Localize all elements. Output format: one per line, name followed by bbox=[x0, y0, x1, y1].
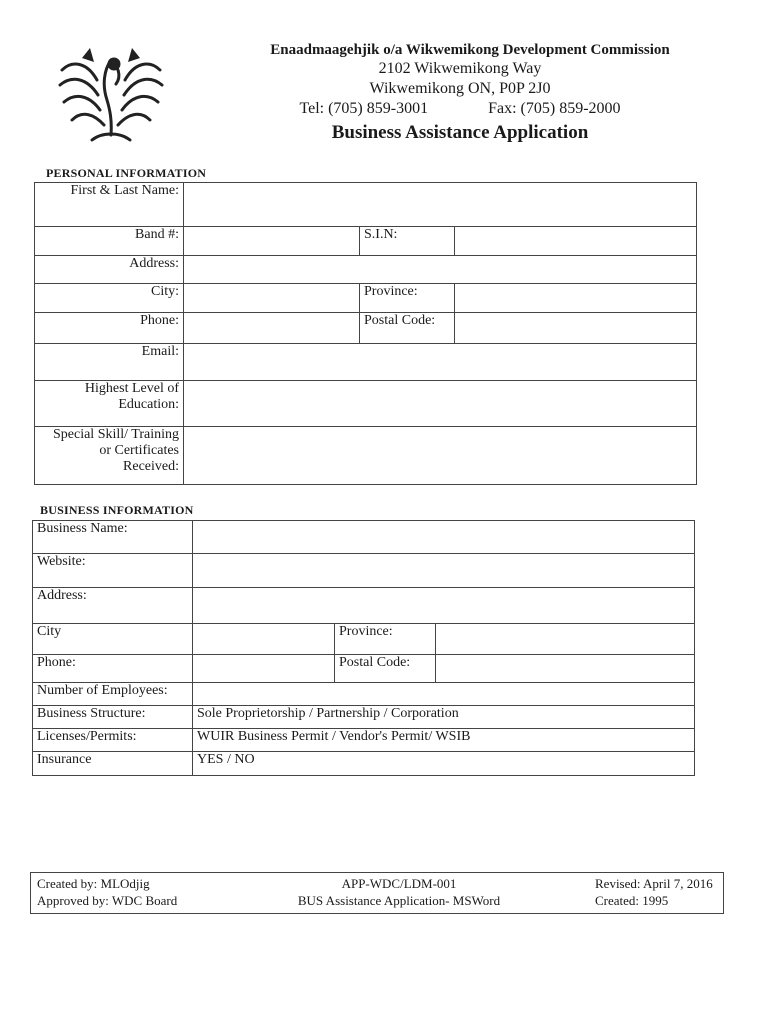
business-postal-code-label: Postal Code: bbox=[335, 655, 436, 683]
address-label: Address: bbox=[35, 256, 184, 284]
business-address-field[interactable] bbox=[193, 588, 695, 624]
phone-label: Phone: bbox=[35, 313, 184, 344]
telephone: Tel: (705) 859-3001 bbox=[299, 100, 429, 117]
structure-options[interactable]: Sole Proprietorship / Partnership / Corporation bbox=[193, 706, 695, 729]
personal-section-title: PERSONAL INFORMATION bbox=[46, 166, 207, 180]
sin-label: S.I.N: bbox=[360, 227, 455, 256]
city-address: Wikwemikong ON, P0P 2J0 bbox=[369, 80, 551, 97]
postal-code-label: Postal Code: bbox=[360, 313, 455, 344]
email-label: Email: bbox=[35, 344, 184, 381]
created-by: Created by: MLOdjig bbox=[37, 876, 150, 891]
organization-name: Enaadmaagehjik o/a Wikwemikong Development Commission bbox=[270, 42, 670, 58]
personal-info-table bbox=[34, 182, 697, 485]
licenses-label: Licenses/Permits: bbox=[33, 729, 193, 752]
business-phone-field[interactable] bbox=[193, 655, 335, 683]
street-address: 2102 Wikwemikong Way bbox=[378, 60, 542, 77]
business-city-label: City bbox=[33, 624, 193, 655]
business-postal-code-field[interactable] bbox=[436, 655, 695, 683]
document-name: BUS Assistance Application- MSWord bbox=[297, 893, 501, 908]
band-field[interactable] bbox=[184, 227, 360, 256]
city-label: City: bbox=[35, 284, 184, 313]
business-name-field[interactable] bbox=[193, 521, 695, 554]
footer-dates bbox=[555, 873, 723, 913]
business-province-label: Province: bbox=[335, 624, 436, 655]
phoenix-emblem-icon bbox=[52, 40, 170, 152]
business-section-title: BUSINESS INFORMATION bbox=[40, 503, 194, 517]
footer-document-id bbox=[243, 873, 555, 913]
education-label-line-1: Highest Level of bbox=[84, 381, 179, 396]
skills-label-line-2: or Certificates bbox=[99, 443, 179, 458]
footer-authorship bbox=[31, 873, 243, 913]
address-field[interactable] bbox=[184, 256, 697, 284]
insurance-options[interactable]: YES / NO bbox=[193, 752, 695, 776]
employees-field[interactable] bbox=[193, 683, 695, 706]
name-label: First & Last Name: bbox=[35, 183, 184, 227]
employees-label: Number of Employees: bbox=[33, 683, 193, 706]
insurance-label: Insurance bbox=[33, 752, 193, 776]
skills-label-line-3: Received: bbox=[123, 459, 179, 474]
letterhead bbox=[230, 42, 690, 144]
city-field[interactable] bbox=[184, 284, 360, 313]
revised-date: Revised: April 7, 2016 bbox=[595, 876, 713, 891]
province-label: Province: bbox=[360, 284, 455, 313]
website-field[interactable] bbox=[193, 554, 695, 588]
skills-label bbox=[35, 427, 184, 485]
education-field[interactable] bbox=[184, 381, 697, 427]
province-field[interactable] bbox=[455, 284, 697, 313]
email-field[interactable] bbox=[184, 344, 697, 381]
education-label-line-2: Education: bbox=[118, 397, 179, 412]
structure-label: Business Structure: bbox=[33, 706, 193, 729]
skills-field[interactable] bbox=[184, 427, 697, 485]
business-phone-label: Phone: bbox=[33, 655, 193, 683]
website-label: Website: bbox=[33, 554, 193, 588]
sin-field[interactable] bbox=[455, 227, 697, 256]
business-info-table bbox=[32, 520, 695, 776]
created-date: Created: 1995 bbox=[595, 893, 669, 908]
name-field[interactable] bbox=[184, 183, 697, 227]
postal-code-field[interactable] bbox=[455, 313, 697, 344]
approved-by: Approved by: WDC Board bbox=[37, 893, 178, 908]
phone-field[interactable] bbox=[184, 313, 360, 344]
education-label bbox=[35, 381, 184, 427]
form-title: Business Assistance Application bbox=[331, 122, 589, 143]
licenses-options[interactable]: WUIR Business Permit / Vendor's Permit/ WSIB bbox=[193, 729, 695, 752]
document-footer bbox=[30, 872, 724, 914]
document-code: APP-WDC/LDM-001 bbox=[341, 876, 457, 891]
skills-label-line-1: Special Skill/ Training bbox=[52, 427, 179, 442]
business-address-label: Address: bbox=[33, 588, 193, 624]
business-name-label: Business Name: bbox=[33, 521, 193, 554]
band-label: Band #: bbox=[35, 227, 184, 256]
fax: Fax: (705) 859-2000 bbox=[488, 100, 621, 117]
business-province-field[interactable] bbox=[436, 624, 695, 655]
contact-line bbox=[230, 99, 690, 119]
business-city-field[interactable] bbox=[193, 624, 335, 655]
